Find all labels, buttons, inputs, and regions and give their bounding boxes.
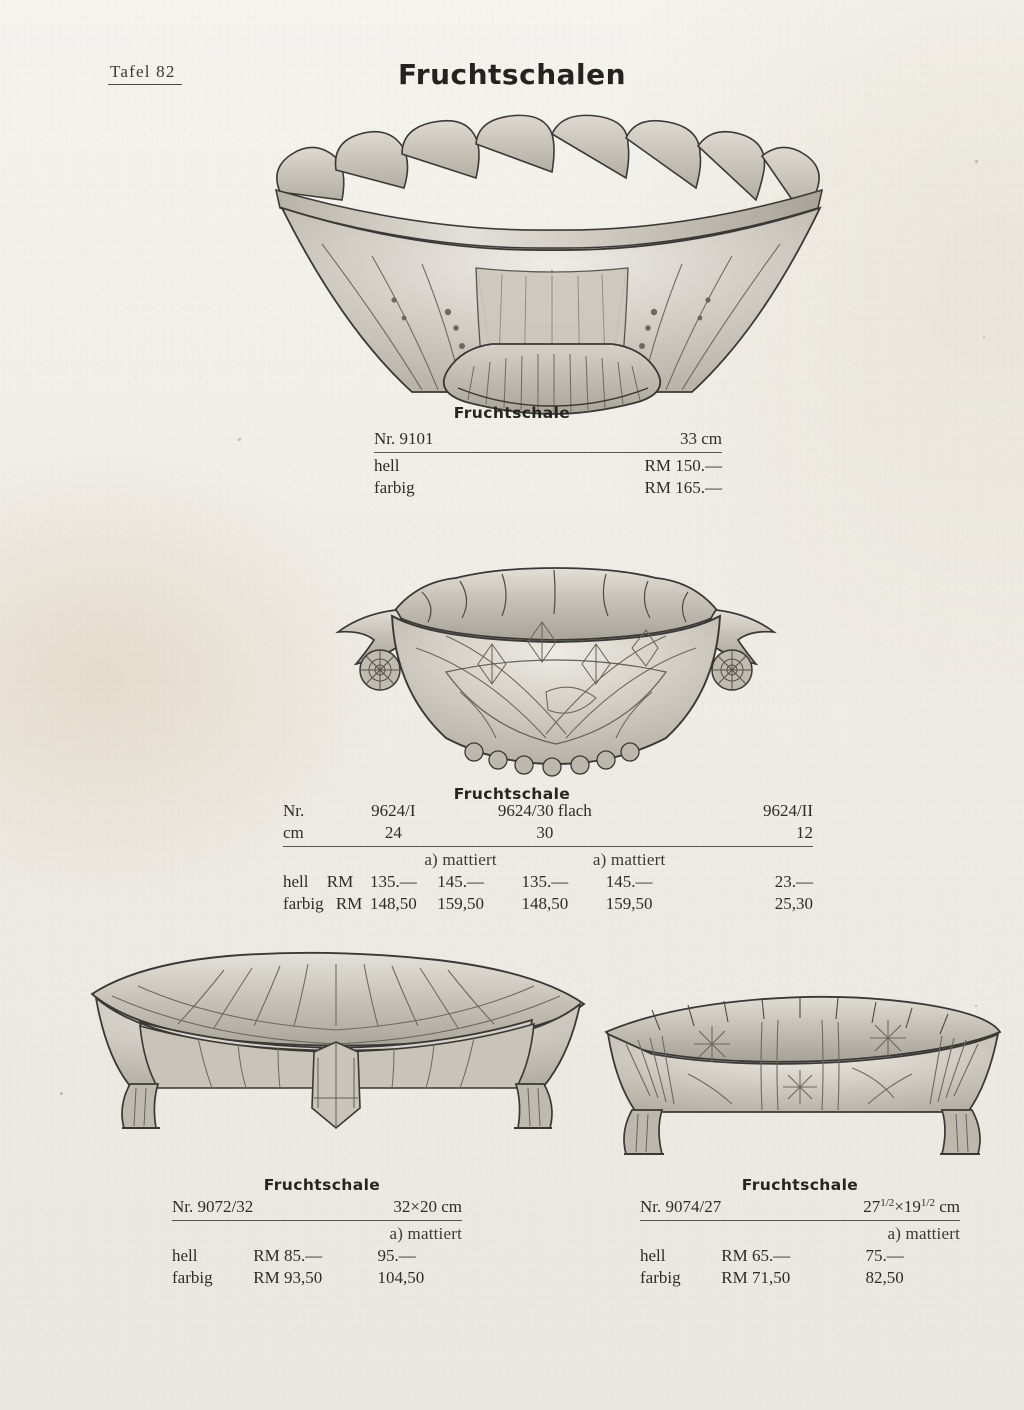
cell-nr-label: Nr. <box>283 801 305 820</box>
cell-col1: 9624/I <box>371 801 416 820</box>
table-row <box>640 1267 960 1289</box>
cell-price: RM 71,50 <box>721 1268 791 1288</box>
cell-size <box>721 1196 960 1221</box>
table-row-note <box>640 1221 960 1246</box>
price-table-9101 <box>374 428 722 499</box>
cell-size-a-frac: 1/2 <box>880 1197 895 1209</box>
cell-v3: 23.— <box>774 872 813 891</box>
cell-v2: 148,50 <box>521 894 569 913</box>
figure-caption-9072: Fruchtschale <box>263 1176 381 1194</box>
cell-quality <box>283 893 362 915</box>
cell-quality: hell <box>374 456 400 475</box>
cell-v2a: 145.— <box>605 872 653 891</box>
cell-v1a: 145.— <box>437 872 484 891</box>
cell-nr: Nr. 9101 <box>374 428 525 453</box>
cell-quality: hell <box>640 1246 666 1266</box>
figure-fruchtschale-9624 <box>296 552 816 782</box>
cell-matt-price: 82,50 <box>865 1268 904 1288</box>
table-row <box>172 1267 462 1289</box>
cell-quality: hell <box>172 1246 198 1265</box>
paper-speck <box>238 438 241 441</box>
table-row <box>172 1245 462 1267</box>
cell-v1a: 159,50 <box>437 894 484 913</box>
table-row <box>283 800 813 822</box>
cell-v2a: 159,50 <box>605 894 653 913</box>
price-table-9624 <box>283 800 813 915</box>
cell-cm2: 30 <box>497 822 593 847</box>
cell-quality <box>283 871 362 893</box>
figure-caption-9101: Fruchtschale <box>453 404 571 422</box>
cell-cm3: 12 <box>665 822 813 847</box>
table-row <box>283 822 813 847</box>
cell-nr: Nr. 9074/27 <box>640 1196 721 1221</box>
illustration-bowl-9074 <box>592 986 1012 1166</box>
table-row-note <box>283 847 813 872</box>
table-row <box>640 1245 960 1267</box>
figure-fruchtschale-9072 <box>78 946 598 1166</box>
cell-col2: 9624/30 flach <box>497 801 592 820</box>
price-table-9074 <box>640 1196 960 1289</box>
illustration-bowl-9624 <box>296 552 816 782</box>
table-row-note <box>172 1221 462 1246</box>
cell-size: 32×20 cm <box>253 1196 462 1221</box>
cell-size-a: 27 <box>863 1197 881 1217</box>
cell-quality: farbig <box>640 1268 681 1288</box>
table-row <box>172 1196 462 1221</box>
page-title: Fruchtschalen <box>397 58 627 91</box>
cell-price: RM 65.— <box>721 1246 791 1266</box>
table-row <box>640 1196 960 1221</box>
cell-currency: RM <box>326 872 354 891</box>
cell-size-x: ×19 <box>894 1197 921 1217</box>
table-row <box>374 428 722 453</box>
cell-cm1: 24 <box>362 822 424 847</box>
cell-quality: farbig <box>374 478 415 497</box>
cell-matt-note: a) mattiert <box>887 1224 960 1244</box>
cell-v2: 135.— <box>521 872 569 891</box>
cell-col3: 9624/II <box>762 801 813 820</box>
cell-matt-note: a) mattiert <box>424 850 497 869</box>
cell-matt-price: 104,50 <box>377 1268 425 1287</box>
illustration-bowl-9101-foot <box>262 326 842 416</box>
paper-speck <box>60 1092 63 1095</box>
cell-nr: Nr. 9072/32 <box>172 1196 253 1221</box>
cell-price: RM 150.— <box>644 456 722 475</box>
cell-v3: 25,30 <box>774 894 813 913</box>
paper-speck <box>983 336 985 338</box>
cell-size-b-frac: 1/2 <box>920 1197 935 1209</box>
cell-price: RM 85.— <box>253 1246 323 1265</box>
cell-price: RM 93,50 <box>253 1268 323 1287</box>
figure-fruchtschale-9101 <box>262 104 842 404</box>
plate-label: Tafel 82 <box>108 62 182 85</box>
cell-quality: farbig <box>172 1268 213 1287</box>
cell-size: 33 cm <box>525 428 722 453</box>
cell-cm-label: cm <box>283 822 362 847</box>
cell-currency: RM <box>335 894 363 913</box>
cell-v1: 135.— <box>369 872 417 891</box>
cell-quality-label: farbig <box>283 894 324 913</box>
illustration-bowl-9072 <box>78 946 598 1166</box>
cell-matt-price: 75.— <box>865 1246 904 1266</box>
figure-fruchtschale-9074 <box>592 986 1012 1166</box>
table-row <box>283 871 813 893</box>
paper-speck <box>975 160 978 163</box>
cell-matt-note: a) mattiert <box>592 850 666 869</box>
cell-size-unit: cm <box>939 1197 960 1217</box>
table-row <box>283 893 813 915</box>
table-row <box>374 477 722 499</box>
figure-caption-9624: Fruchtschale <box>453 785 571 803</box>
cell-matt-note: a) mattiert <box>389 1224 462 1243</box>
table-row <box>374 453 722 478</box>
cell-price: RM 165.— <box>644 478 722 497</box>
cell-quality-label: hell <box>283 872 309 891</box>
cell-matt-price: 95.— <box>377 1246 416 1265</box>
price-table-9072 <box>172 1196 462 1289</box>
cell-v1: 148,50 <box>369 894 417 913</box>
figure-caption-9074: Fruchtschale <box>741 1176 859 1194</box>
